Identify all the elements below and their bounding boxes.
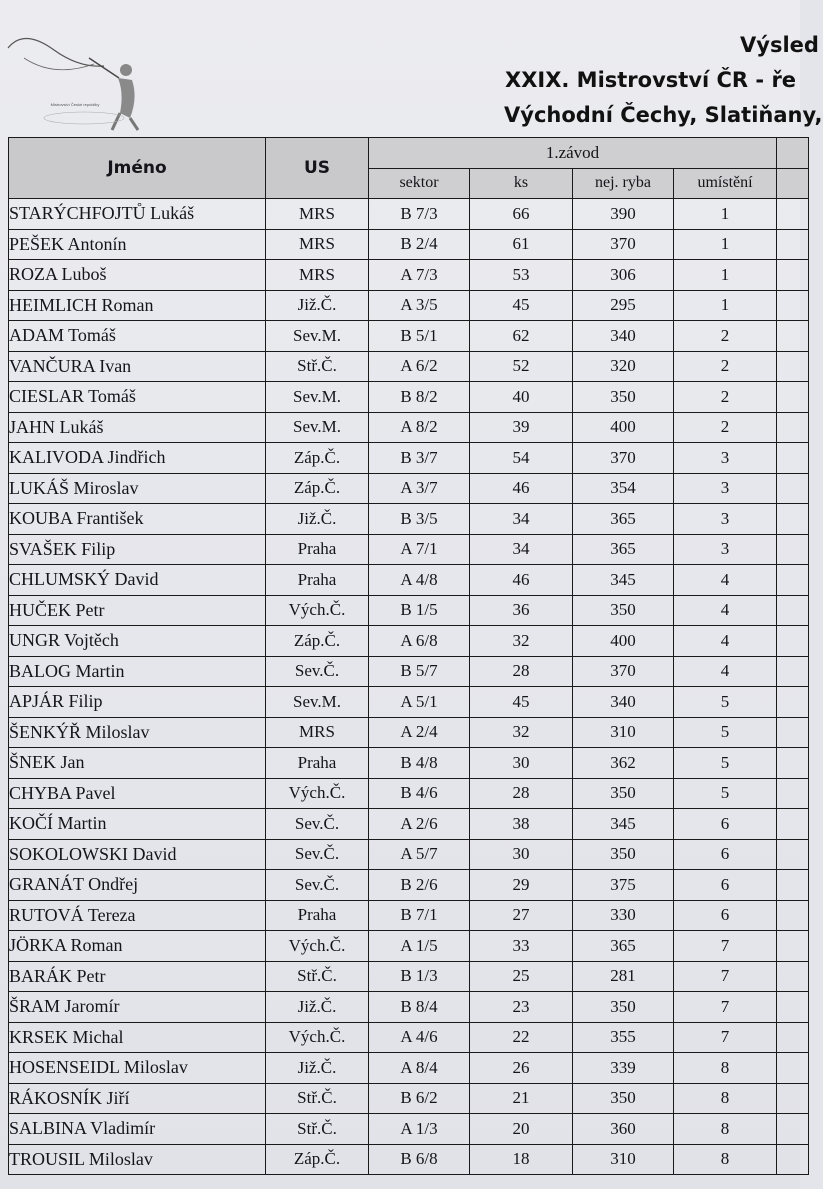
cell-us: Již.Č. (266, 1053, 369, 1084)
cell-ks: 28 (470, 778, 573, 809)
cell-ks: 18 (470, 1144, 573, 1175)
cell-us: Praha (266, 534, 369, 565)
cell-sektor: A 1/3 (369, 1114, 470, 1145)
cell-us: Záp.Č. (266, 1144, 369, 1175)
cell-name: BALOG Martin (9, 656, 266, 687)
cell-ks: 46 (470, 565, 573, 596)
cell-ryba: 350 (573, 382, 674, 413)
cell-name: TROUSIL Miloslav (9, 1144, 266, 1175)
cell-us: Stř.Č. (266, 351, 369, 382)
cell-sektor: A 8/2 (369, 412, 470, 443)
cell-ryba: 345 (573, 809, 674, 840)
cell-us: Sev.M. (266, 687, 369, 718)
column-header-ks: ks (470, 168, 573, 199)
cell-um: 1 (674, 199, 777, 230)
cell-next (777, 717, 809, 748)
cell-next (777, 1022, 809, 1053)
cell-sektor: B 4/6 (369, 778, 470, 809)
cell-us: Sev.Č. (266, 809, 369, 840)
cell-sektor: A 2/6 (369, 809, 470, 840)
cell-um: 5 (674, 778, 777, 809)
cell-ryba: 370 (573, 443, 674, 474)
cell-um: 2 (674, 412, 777, 443)
cell-ryba: 295 (573, 290, 674, 321)
cell-us: Vých.Č. (266, 1022, 369, 1053)
fly-fisherman-logo-icon (4, 18, 154, 133)
cell-sektor: A 2/4 (369, 717, 470, 748)
cell-ks: 52 (470, 351, 573, 382)
cell-sektor: B 5/1 (369, 321, 470, 352)
cell-name: VANČURA Ivan (9, 351, 266, 382)
cell-us: Záp.Č. (266, 626, 369, 657)
cell-ks: 46 (470, 473, 573, 504)
cell-name: JAHN Lukáš (9, 412, 266, 443)
cell-name: KALIVODA Jindřich (9, 443, 266, 474)
cell-ryba: 362 (573, 748, 674, 779)
cell-ks: 26 (470, 1053, 573, 1084)
table-row (9, 1053, 809, 1084)
column-header-name: Jméno (9, 138, 266, 199)
table-row (9, 717, 809, 748)
table-row (9, 351, 809, 382)
table-row (9, 321, 809, 352)
cell-next (777, 260, 809, 291)
table-row (9, 412, 809, 443)
cell-ks: 20 (470, 1114, 573, 1145)
cell-name: HEIMLICH Roman (9, 290, 266, 321)
cell-sektor: A 4/6 (369, 1022, 470, 1053)
cell-ks: 28 (470, 656, 573, 687)
cell-us: Vých.Č. (266, 595, 369, 626)
table-row (9, 260, 809, 291)
cell-name: HOSENSEIDL Miloslav (9, 1053, 266, 1084)
cell-name: CIESLAR Tomáš (9, 382, 266, 413)
cell-ks: 40 (470, 382, 573, 413)
table-row (9, 626, 809, 657)
cell-ryba: 340 (573, 321, 674, 352)
column-header-sektor: sektor (369, 168, 470, 199)
cell-us: Již.Č. (266, 992, 369, 1023)
cell-name: GRANÁT Ondřej (9, 870, 266, 901)
cell-name: JÖRKA Roman (9, 931, 266, 962)
cell-next (777, 687, 809, 718)
column-header-ryba: nej. ryba (573, 168, 674, 199)
cell-next (777, 778, 809, 809)
column-header-next-sub (777, 168, 809, 199)
event-title: XXIX. Mistrovství ČR - ře (505, 68, 797, 92)
cell-ryba: 310 (573, 717, 674, 748)
cell-ryba: 370 (573, 229, 674, 260)
cell-sektor: B 2/4 (369, 229, 470, 260)
cell-next (777, 443, 809, 474)
cell-um: 4 (674, 656, 777, 687)
cell-sektor: B 1/3 (369, 961, 470, 992)
cell-name: LUKÁŠ Miroslav (9, 473, 266, 504)
cell-um: 8 (674, 1053, 777, 1084)
cell-ryba: 339 (573, 1053, 674, 1084)
cell-ks: 34 (470, 504, 573, 535)
cell-um: 1 (674, 229, 777, 260)
cell-ks: 38 (470, 809, 573, 840)
cell-us: Již.Č. (266, 290, 369, 321)
cell-sektor: A 6/2 (369, 351, 470, 382)
cell-next (777, 900, 809, 931)
table-row (9, 656, 809, 687)
cell-next (777, 1053, 809, 1084)
cell-um: 4 (674, 595, 777, 626)
cell-ryba: 345 (573, 565, 674, 596)
cell-ryba: 355 (573, 1022, 674, 1053)
cell-next (777, 595, 809, 626)
cell-next (777, 1114, 809, 1145)
cell-um: 8 (674, 1144, 777, 1175)
cell-next (777, 870, 809, 901)
column-header-next (777, 138, 809, 169)
cell-next (777, 565, 809, 596)
cell-ks: 29 (470, 870, 573, 901)
cell-ks: 62 (470, 321, 573, 352)
cell-sektor: A 7/3 (369, 260, 470, 291)
cell-sektor: A 1/5 (369, 931, 470, 962)
cell-um: 2 (674, 351, 777, 382)
cell-ks: 32 (470, 626, 573, 657)
cell-sektor: B 8/2 (369, 382, 470, 413)
cell-name: KOUBA František (9, 504, 266, 535)
cell-ryba: 350 (573, 839, 674, 870)
cell-sektor: A 3/5 (369, 290, 470, 321)
cell-next (777, 504, 809, 535)
cell-us: Sev.Č. (266, 656, 369, 687)
cell-name: BARÁK Petr (9, 961, 266, 992)
table-row (9, 443, 809, 474)
cell-next (777, 656, 809, 687)
cell-name: SALBINA Vladimír (9, 1114, 266, 1145)
cell-next (777, 961, 809, 992)
cell-um: 7 (674, 992, 777, 1023)
cell-us: Praha (266, 748, 369, 779)
cell-um: 7 (674, 1022, 777, 1053)
cell-name: HUČEK Petr (9, 595, 266, 626)
cell-ryba: 400 (573, 626, 674, 657)
cell-next (777, 748, 809, 779)
cell-ks: 30 (470, 839, 573, 870)
cell-um: 3 (674, 473, 777, 504)
cell-um: 1 (674, 290, 777, 321)
cell-ryba: 350 (573, 1083, 674, 1114)
cell-ryba: 375 (573, 870, 674, 901)
cell-ks: 30 (470, 748, 573, 779)
results-body (9, 199, 809, 1175)
table-row (9, 290, 809, 321)
table-row (9, 595, 809, 626)
table-row (9, 534, 809, 565)
cell-ryba: 306 (573, 260, 674, 291)
cell-name: CHLUMSKÝ David (9, 565, 266, 596)
cell-next (777, 931, 809, 962)
cell-sektor: B 3/5 (369, 504, 470, 535)
cell-ks: 23 (470, 992, 573, 1023)
cell-ryba: 360 (573, 1114, 674, 1145)
cell-ks: 22 (470, 1022, 573, 1053)
cell-ks: 53 (470, 260, 573, 291)
cell-ryba: 370 (573, 656, 674, 687)
cell-next (777, 839, 809, 870)
cell-ks: 34 (470, 534, 573, 565)
table-row (9, 748, 809, 779)
cell-um: 3 (674, 534, 777, 565)
cell-um: 1 (674, 260, 777, 291)
table-row (9, 473, 809, 504)
cell-ks: 32 (470, 717, 573, 748)
cell-sektor: B 6/8 (369, 1144, 470, 1175)
cell-next (777, 382, 809, 413)
table-row (9, 199, 809, 230)
cell-next (777, 199, 809, 230)
cell-um: 6 (674, 839, 777, 870)
cell-um: 3 (674, 443, 777, 474)
cell-ks: 27 (470, 900, 573, 931)
cell-sektor: A 8/4 (369, 1053, 470, 1084)
cell-name: PEŠEK Antonín (9, 229, 266, 260)
cell-next (777, 626, 809, 657)
cell-ryba: 350 (573, 992, 674, 1023)
table-row (9, 382, 809, 413)
cell-next (777, 412, 809, 443)
page-title: Výsled (740, 33, 819, 57)
column-header-umisteni: umístění (674, 168, 777, 199)
cell-us: Sev.Č. (266, 839, 369, 870)
cell-ryba: 354 (573, 473, 674, 504)
cell-name: ROZA Luboš (9, 260, 266, 291)
logo-caption: Mistrovství České republiky (50, 102, 100, 107)
cell-um: 2 (674, 321, 777, 352)
cell-next (777, 351, 809, 382)
table-row (9, 992, 809, 1023)
cell-ks: 54 (470, 443, 573, 474)
table-row (9, 809, 809, 840)
cell-next (777, 534, 809, 565)
cell-sektor: B 2/6 (369, 870, 470, 901)
table-row (9, 839, 809, 870)
cell-name: SOKOLOWSKI David (9, 839, 266, 870)
table-row (9, 565, 809, 596)
cell-us: Záp.Č. (266, 443, 369, 474)
cell-name: UNGR Vojtěch (9, 626, 266, 657)
cell-sektor: A 4/8 (369, 565, 470, 596)
cell-name: ŠRAM Jaromír (9, 992, 266, 1023)
cell-name: STARÝCHFOJTŮ Lukáš (9, 199, 266, 230)
cell-um: 6 (674, 900, 777, 931)
cell-um: 5 (674, 687, 777, 718)
cell-um: 7 (674, 961, 777, 992)
table-row (9, 1083, 809, 1114)
cell-name: ŠENKÝŘ Miloslav (9, 717, 266, 748)
cell-um: 2 (674, 382, 777, 413)
cell-name: ADAM Tomáš (9, 321, 266, 352)
cell-sektor: B 7/3 (369, 199, 470, 230)
cell-ks: 25 (470, 961, 573, 992)
cell-next (777, 992, 809, 1023)
cell-next (777, 1083, 809, 1114)
table-row (9, 229, 809, 260)
table-row (9, 900, 809, 931)
cell-um: 8 (674, 1114, 777, 1145)
cell-ks: 36 (470, 595, 573, 626)
cell-um: 6 (674, 870, 777, 901)
cell-us: MRS (266, 260, 369, 291)
column-header-us: US (266, 138, 369, 199)
cell-ks: 61 (470, 229, 573, 260)
table-row (9, 687, 809, 718)
table-row (9, 1022, 809, 1053)
cell-us: Již.Č. (266, 504, 369, 535)
cell-ks: 33 (470, 931, 573, 962)
cell-name: ŠNEK Jan (9, 748, 266, 779)
cell-ryba: 365 (573, 504, 674, 535)
cell-ks: 45 (470, 687, 573, 718)
cell-next (777, 290, 809, 321)
cell-name: KRSEK Michal (9, 1022, 266, 1053)
cell-us: Stř.Č. (266, 1114, 369, 1145)
cell-sektor: B 3/7 (369, 443, 470, 474)
cell-ks: 66 (470, 199, 573, 230)
cell-us: MRS (266, 717, 369, 748)
cell-ryba: 350 (573, 778, 674, 809)
cell-us: Záp.Č. (266, 473, 369, 504)
cell-um: 8 (674, 1083, 777, 1114)
cell-name: SVAŠEK Filip (9, 534, 266, 565)
cell-ks: 21 (470, 1083, 573, 1114)
cell-us: Stř.Č. (266, 961, 369, 992)
cell-us: Sev.M. (266, 321, 369, 352)
cell-sektor: A 5/1 (369, 687, 470, 718)
cell-ryba: 330 (573, 900, 674, 931)
cell-sektor: B 8/4 (369, 992, 470, 1023)
cell-name: KOČÍ Martin (9, 809, 266, 840)
cell-us: Sev.M. (266, 412, 369, 443)
cell-next (777, 809, 809, 840)
cell-ryba: 340 (573, 687, 674, 718)
cell-ryba: 350 (573, 595, 674, 626)
cell-sektor: B 7/1 (369, 900, 470, 931)
cell-ks: 45 (470, 290, 573, 321)
cell-um: 4 (674, 565, 777, 596)
cell-next (777, 229, 809, 260)
cell-us: MRS (266, 229, 369, 260)
cell-us: Vých.Č. (266, 778, 369, 809)
table-row (9, 504, 809, 535)
cell-ryba: 400 (573, 412, 674, 443)
cell-us: Stř.Č. (266, 1083, 369, 1114)
cell-um: 6 (674, 809, 777, 840)
cell-ryba: 365 (573, 534, 674, 565)
cell-sektor: B 5/7 (369, 656, 470, 687)
cell-us: Sev.Č. (266, 870, 369, 901)
cell-next (777, 473, 809, 504)
cell-sektor: B 4/8 (369, 748, 470, 779)
cell-ryba: 320 (573, 351, 674, 382)
cell-us: MRS (266, 199, 369, 230)
cell-ryba: 390 (573, 199, 674, 230)
cell-um: 5 (674, 717, 777, 748)
table-row (9, 870, 809, 901)
cell-um: 4 (674, 626, 777, 657)
cell-um: 7 (674, 931, 777, 962)
cell-us: Vých.Č. (266, 931, 369, 962)
cell-um: 5 (674, 748, 777, 779)
cell-name: RÁKOSNÍK Jiří (9, 1083, 266, 1114)
cell-name: APJÁR Filip (9, 687, 266, 718)
cell-ryba: 365 (573, 931, 674, 962)
cell-sektor: B 1/5 (369, 595, 470, 626)
column-header-round: 1.závod (369, 138, 777, 169)
cell-ks: 39 (470, 412, 573, 443)
cell-ryba: 281 (573, 961, 674, 992)
table-row (9, 931, 809, 962)
cell-us: Praha (266, 565, 369, 596)
cell-next (777, 321, 809, 352)
table-row (9, 778, 809, 809)
cell-us: Sev.M. (266, 382, 369, 413)
cell-um: 3 (674, 504, 777, 535)
cell-sektor: A 7/1 (369, 534, 470, 565)
cell-sektor: A 3/7 (369, 473, 470, 504)
cell-ryba: 310 (573, 1144, 674, 1175)
cell-name: RUTOVÁ Tereza (9, 900, 266, 931)
cell-next (777, 1144, 809, 1175)
cell-us: Praha (266, 900, 369, 931)
cell-sektor: A 5/7 (369, 839, 470, 870)
results-table (8, 137, 809, 1175)
cell-sektor: A 6/8 (369, 626, 470, 657)
table-row (9, 1114, 809, 1145)
table-row (9, 1144, 809, 1175)
table-row (9, 961, 809, 992)
cell-name: CHYBA Pavel (9, 778, 266, 809)
cell-sektor: B 6/2 (369, 1083, 470, 1114)
event-location: Východní Čechy, Slatiňany, (504, 103, 823, 127)
